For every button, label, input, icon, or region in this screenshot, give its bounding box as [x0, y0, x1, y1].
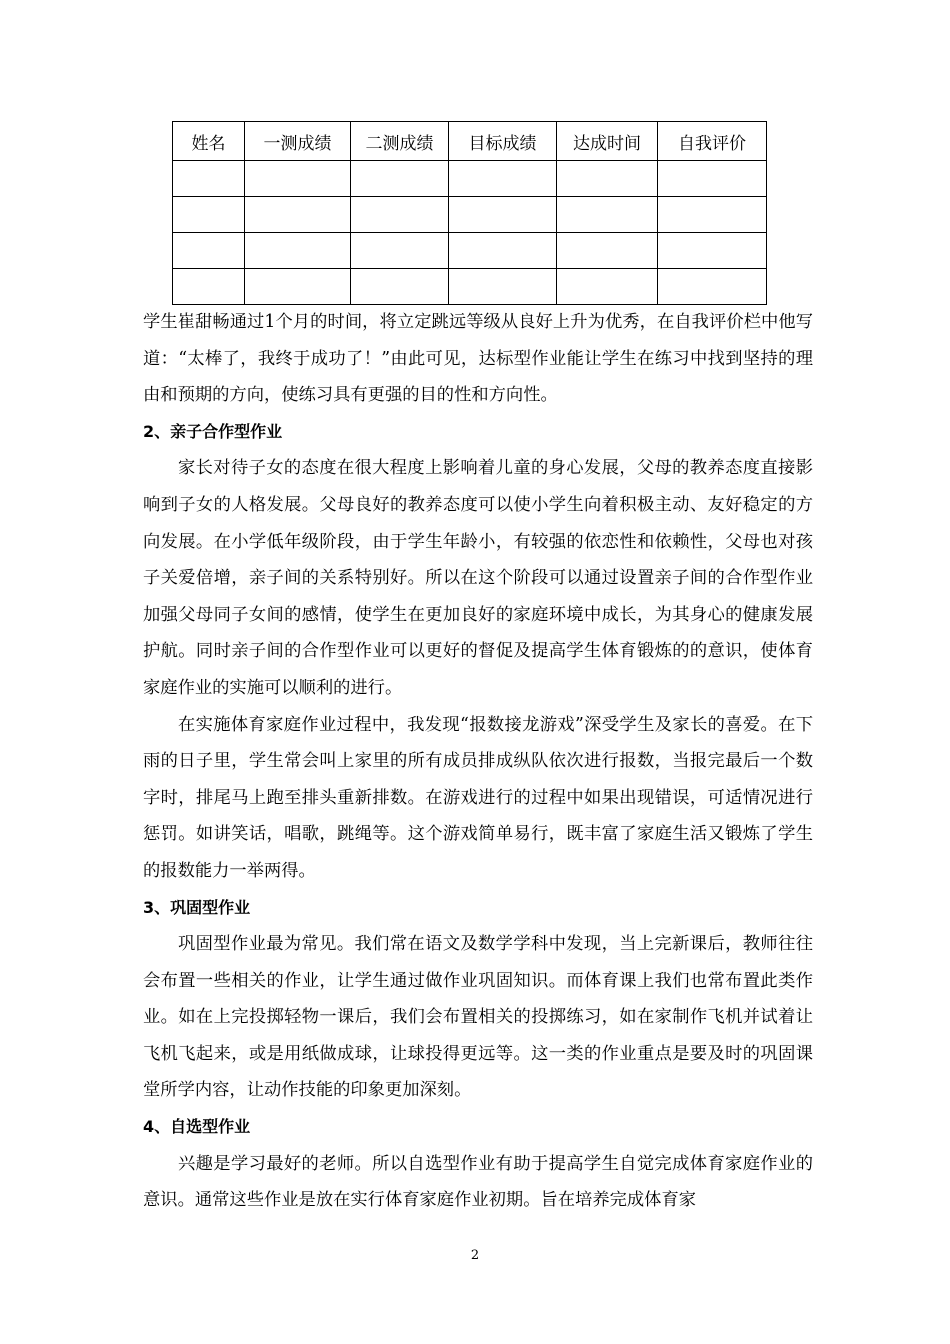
table-cell [245, 197, 351, 233]
header-self-evaluation: 自我评价 [658, 122, 767, 161]
table-header-row [173, 122, 767, 161]
table-cell [449, 197, 557, 233]
table-cell [557, 197, 658, 233]
table-cell [351, 161, 449, 197]
table-cell [658, 197, 767, 233]
body-text [143, 304, 813, 1219]
header-second-test: 二测成绩 [351, 122, 449, 161]
table-cell [557, 161, 658, 197]
table-cell [557, 233, 658, 269]
table-cell [449, 161, 557, 197]
section-heading-consolidation: 3、巩固型作业 [143, 897, 251, 917]
header-achieve-time: 达成时间 [557, 122, 658, 161]
table-row [173, 233, 767, 269]
paragraph-parent-child-intro: 家长对待子女的态度在很大程度上影响着儿童的身心发展，父母的教养态度直接影响到子女的人格发展。父母良好的教养态度可以使小学生向着积极主动、友好稳定的方向发展。在小学低年级阶段，由于学生年龄小，有较强的依恋性和依赖性，父母也对孩子关爱倍增，亲子间的关系特别好。所以在这个阶段可以通过设置亲子间的合作型作业加强父母同子女间的感情，使学生在更加良好的家庭环境中成长，为其身心的健康发展护航。同时亲子间的合作型作业可以更好的督促及提高学生体育锻炼的的意识，使体育家庭作业的实施可以顺利的进行。 [143, 458, 813, 698]
table-cell [658, 233, 767, 269]
table-cell [173, 197, 245, 233]
table-row [173, 197, 767, 233]
section-heading-self-selected: 4、自选型作业 [143, 1117, 251, 1137]
page-number: 2 [470, 1248, 480, 1263]
table-row [173, 161, 767, 197]
table-cell [449, 233, 557, 269]
score-table [172, 121, 767, 305]
table-cell [173, 161, 245, 197]
table-row [173, 269, 767, 305]
table-cell [449, 269, 557, 305]
table-cell [351, 197, 449, 233]
table-cell [658, 161, 767, 197]
header-name: 姓名 [173, 122, 245, 161]
table-cell [658, 269, 767, 305]
header-first-test: 一测成绩 [245, 122, 351, 161]
table-cell [557, 269, 658, 305]
section-heading-parent-child: 2、亲子合作型作业 [143, 421, 283, 441]
paragraph-consolidation: 巩固型作业最为常见。我们常在语文及数学学科中发现，当上完新课后，教师往往会布置一些相关的作业，让学生通过做作业巩固知识。而体育课上我们也常布置此类作业。如在上完投掷轻物一课后，我们会布置相关的投掷练习，如在家制作飞机并试着让飞机飞起来，或是用纸做成球，让球投得更远等。这一类的作业重点是要及时的巩固课堂所学内容，让动作技能的印象更加深刻。 [143, 934, 813, 1101]
header-target-score: 目标成绩 [449, 122, 557, 161]
table-cell [245, 161, 351, 197]
table-cell [351, 269, 449, 305]
paragraph-counting-game: 在实施体育家庭作业过程中，我发现“报数接龙游戏”深受学生及家长的喜爱。在下雨的日子里，学生常会叫上家里的所有成员排成纵队依次进行报数，当报完最后一个数字时，排尾马上跑至排头重新排数。在游戏进行的过程中如果出现错误，可适情况进行惩罚。如讲笑话，唱歌，跳绳等。这个游戏简单易行，既丰富了家庭生活又锻炼了学生的报数能力一举两得。 [143, 714, 813, 881]
table-cell [351, 233, 449, 269]
paragraph-self-selected: 兴趣是学习最好的老师。所以自选型作业有助于提高学生自觉完成体育家庭作业的意识。通常这些作业是放在实行体育家庭作业初期。旨在培养完成体育家 [143, 1153, 813, 1211]
table-cell [173, 269, 245, 305]
table-cell [245, 233, 351, 269]
table-cell [173, 233, 245, 269]
paragraph-standard-homework-conclusion: 学生崔甜畅通过1个月的时间，将立定跳远等级从良好上升为优秀，在自我评价栏中他写道：“太棒了，我终于成功了！”由此可见，达标型作业能让学生在练习中找到坚持的理由和预期的方向，使练习具有更强的目的性和方向性。 [143, 312, 813, 406]
table-cell [245, 269, 351, 305]
